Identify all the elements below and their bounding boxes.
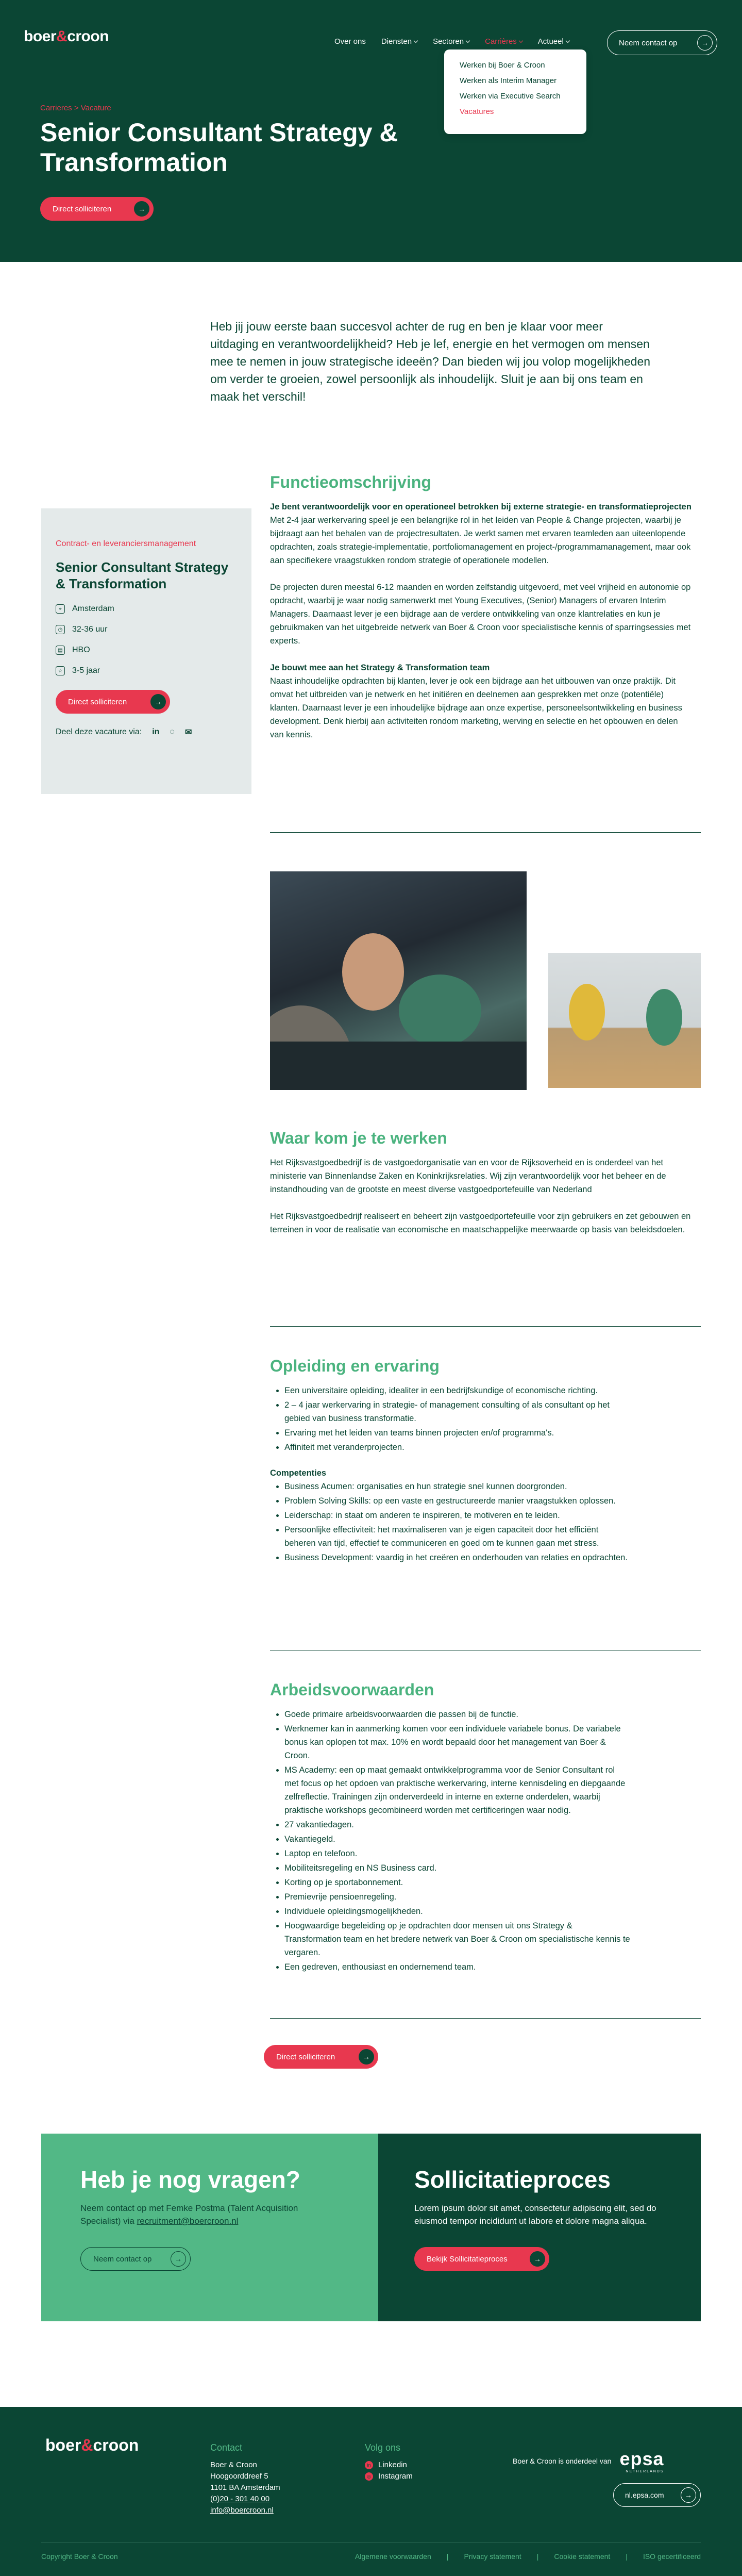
- paragraph-heading: Je bouwt mee aan het Strategy & Transformation team: [270, 663, 490, 672]
- clock-icon: ◷: [56, 625, 65, 634]
- paragraph-heading: Je bent verantwoordelijk voor en operationeel betrokken bij externe strategie- en transformatieprojecten: [270, 502, 692, 511]
- section-title: Functieomschrijving: [270, 473, 431, 491]
- contact-button-label: Neem contact op: [93, 2254, 152, 2264]
- photo-table: [270, 1042, 527, 1090]
- location-pin-icon: ⌖: [56, 604, 65, 614]
- paragraph: Het Rijksvastgoedbedrijf is de vastgoedorganisatie van en voor de Rijksoverheid en is onderdeel van het ministerie van Binnenlandse Zaken en Koninkrijksrelaties. Wij zijn verantwoordelijk voor het beheer en de instandhouding van de grootste en meest diverse vastgoedportefeuille van Nederland: [270, 1158, 666, 1194]
- linkedin-icon[interactable]: in: [152, 728, 160, 736]
- divider: [270, 832, 701, 833]
- photo-figure: [399, 975, 481, 1047]
- section-werken: [270, 1131, 693, 1250]
- social-label: Instagram: [378, 2472, 413, 2481]
- footer-phone-link[interactable]: (0)20 - 301 40 00: [210, 2495, 270, 2503]
- list-item: Een gedreven, enthousiast en ondernemend team.: [270, 1960, 631, 1974]
- list-item: Hoogwaardige begeleiding op je opdrachten door mensen uit ons Strategy & Transformation team en het bredere netwerk van Boer & Croon om specialistische kennis te vergaren.: [270, 1919, 631, 1959]
- vacancy-category: Contract- en leveranciersmanagement: [56, 539, 196, 548]
- footer-link-cookies[interactable]: Cookie statement: [554, 2552, 611, 2561]
- logo-text: boer: [45, 2436, 81, 2454]
- intro-text: Heb jij jouw eerste baan succesvol achter de rug en ben je klaar voor meer uitdaging en verantwoordelijkheid? Heb je lef, energie en het vermogen om mensen mee te nemen in jouw strategische ideeën? Dan bieden wij jou volop mogelijkheden om verder te groeien, zowel persoonlijk als inhoudelijk. Sluit je aan bij ons team en maak het verschil!: [210, 320, 651, 403]
- team-photo: [270, 871, 527, 1090]
- footer-company: Boer & Croon: [210, 2461, 257, 2469]
- apply-button[interactable]: [40, 197, 154, 221]
- list-item: Vakantiegeld.: [270, 1832, 631, 1846]
- nav-label: Carrières: [485, 37, 517, 46]
- vacancy-title: Senior Consultant Strategy & Transformation: [56, 559, 229, 591]
- list-item: Affiniteit met veranderprojecten.: [270, 1441, 631, 1454]
- photo-figure: [342, 933, 404, 1011]
- vacancy-card: [41, 508, 251, 794]
- breadcrumb[interactable]: Carrieres > Vacature: [40, 104, 111, 112]
- questions-block: [41, 2134, 378, 2321]
- logo-text: croon: [93, 2436, 139, 2454]
- footer-contact: [210, 2442, 280, 2516]
- list-item: Premievrije pensioenregeling.: [270, 1890, 631, 1904]
- list-item: Laptop en telefoon.: [270, 1847, 631, 1860]
- arrow-right-icon: →: [681, 2487, 696, 2503]
- chevron-down-icon: [466, 39, 470, 43]
- section-title: Opleiding en ervaring: [270, 1357, 440, 1375]
- logo-text: croon: [67, 28, 109, 45]
- nav-item-actueel[interactable]: [530, 37, 577, 46]
- list-item: Goede primaire arbeidsvoorwaarden die passen bij de functie.: [270, 1708, 631, 1721]
- epsa-link-button[interactable]: [613, 2483, 701, 2507]
- epsa-logo[interactable]: [619, 2448, 664, 2473]
- list-item: Business Development: vaardig in het creëren en onderhouden van relaties en opdrachten.: [270, 1551, 631, 1564]
- partner-info: [513, 2448, 664, 2473]
- detail-hours: [56, 625, 237, 634]
- list-item: Mobiliteitsregeling en NS Business card.: [270, 1861, 631, 1875]
- office-photo: [548, 953, 701, 1088]
- list-item: 2 – 4 jaar werkervaring in strategie- of management consulting of als consultant op het gebied van business transformatie.: [270, 1398, 631, 1425]
- questions-text: [80, 2202, 339, 2227]
- dropdown-item-interim[interactable]: Werken als Interim Manager: [460, 76, 557, 85]
- application-process-text: Lorem ipsum dolor sit amet, consectetur adipiscing elit, sed do eiusmod tempor incididunt ut labore et dolore magna aliqua.: [414, 2203, 656, 2226]
- section-title: Arbeidsvoorwaarden: [270, 1680, 434, 1699]
- contact-button[interactable]: [80, 2247, 191, 2271]
- paragraph-text: Met 2-4 jaar werkervaring speel je een belangrijke rol in het leiden van People & Change projecten, waarbij je bijdraagt aan het behalen van de projectresultaten. Je werkt samen met ervaren teamleden aan uiteenlopende opdrachten, zoals strategie-implementatie, portfoliomanagement en project-/programmamanagement, maar ook aan specifiekere vraagstukken rondom strategie of operationele modellen.: [270, 516, 691, 565]
- questions-title: Heb je nog vragen?: [80, 2166, 300, 2193]
- paragraph: De projecten duren meestal 6-12 maanden en worden zelfstandig uitgevoerd, met veel vrijheid en autonomie op opdracht, waarbij je waar nodig samenwerkt met Young Executives, (Senior) Managers of ervaren Interim Managers. Daarnaast lever je een bijdrage aan de verdere ontwikkeling van onze klantrelaties en kun je gebruikmaken van het uitgebreide netwerk van Boer & Croon voor specialistische kennis of sparringsessies met experts.: [270, 583, 691, 646]
- detail-label: Amsterdam: [72, 604, 114, 613]
- logo-ampersand: &: [56, 28, 68, 45]
- detail-label: 32-36 uur: [72, 625, 108, 634]
- nav-label: Sectoren: [433, 37, 464, 46]
- social-label: Linkedin: [378, 2461, 407, 2469]
- chevron-down-icon: [519, 39, 523, 43]
- competencies-title: Competenties: [270, 1468, 327, 1478]
- nav-item-carrieres[interactable]: [477, 37, 530, 46]
- footer-logo[interactable]: [45, 2436, 139, 2455]
- footer-city: 1101 BA Amsterdam: [210, 2483, 280, 2492]
- apply-button-label: Direct solliciteren: [276, 2052, 335, 2061]
- recruitment-email-link[interactable]: recruitment@boercroon.nl: [137, 2216, 239, 2226]
- apply-button[interactable]: [264, 2045, 378, 2069]
- footer-bottom: [41, 2552, 701, 2561]
- logo[interactable]: [24, 28, 109, 45]
- list-item: 27 vakantiedagen.: [270, 1818, 631, 1831]
- whatsapp-icon[interactable]: ◌: [170, 728, 175, 736]
- footer-separator: |: [626, 2552, 628, 2561]
- paragraph: Het Rijksvastgoedbedrijf realiseert en beheert zijn vastgoedportefeuille voor zijn gebruikers en zet gebouwen en terreinen in voor de realisatie van economische en maatschappelijke meerwaarde op basis van beleidsdoelen.: [270, 1212, 691, 1234]
- linkedin-icon: in: [365, 2461, 373, 2469]
- nav-item-diensten[interactable]: [374, 37, 425, 46]
- copyright: Copyright Boer & Croon: [41, 2552, 118, 2561]
- hero-section: [0, 0, 742, 262]
- dropdown-item-werken-bij[interactable]: Werken bij Boer & Croon: [460, 61, 545, 70]
- instagram-icon: ◎: [365, 2472, 373, 2481]
- benefits-list: [270, 1708, 631, 1974]
- footer-separator: |: [446, 2552, 449, 2561]
- chevron-down-icon: [566, 39, 570, 43]
- list-item: Ervaring met het leiden van teams binnen projecten en/of programma's.: [270, 1426, 631, 1440]
- nav-label: Diensten: [381, 37, 412, 46]
- epsa-link-label: nl.epsa.com: [625, 2491, 664, 2499]
- list-item: Werknemer kan in aanmerking komen voor een individuele variabele bonus. De variabele bonus kan oplopen tot max. 10% en wordt bepaald door het management van Boer & Croon.: [270, 1722, 631, 1762]
- requirements-list: [270, 1384, 631, 1454]
- list-item: MS Academy: een op maat gemaakt ontwikkelprogramma voor de Senior Consultant rol met focus op het opdoen van praktische werkervaring, interne kennisdeling en diepgaande zelfreflectie. Trainingen zijn onderverdeeld in interne en externe onderdelen, waarbij praktische workshops gecombineerd worden met certificeringen waar nodig.: [270, 1763, 631, 1817]
- detail-label: 3-5 jaar: [72, 666, 100, 675]
- apply-button-label: Direct solliciteren: [53, 204, 112, 213]
- arrow-right-icon: →: [134, 201, 149, 217]
- photo-figure: [569, 984, 605, 1041]
- nav-label: Actueel: [537, 37, 564, 46]
- main-nav: [327, 37, 577, 46]
- list-item: Persoonlijke effectiviteit: het maximaliseren van je eigen capaciteit door het efficiënt beheren van tijd, effectief te communiceren en goed om te kunnen gaan met stress.: [270, 1523, 631, 1550]
- section-functie: [270, 475, 693, 755]
- social-link-instagram[interactable]: [365, 2471, 413, 2482]
- footer-email-link[interactable]: info@boercroon.nl: [210, 2506, 274, 2515]
- list-item: Individuele opleidingsmogelijkheden.: [270, 1905, 631, 1918]
- logo-ampersand: &: [81, 2436, 93, 2454]
- footer-street: Hoogoorddreef 5: [210, 2472, 268, 2481]
- section-title: Waar kom je te werken: [270, 1129, 447, 1147]
- competencies-list: [270, 1480, 631, 1564]
- epsa-logo-text: epsa: [619, 2448, 664, 2469]
- nav-item-sectoren[interactable]: [425, 37, 477, 46]
- list-item: Korting op je sportabonnement.: [270, 1876, 631, 1889]
- apply-button-label: Direct solliciteren: [68, 697, 127, 706]
- mail-icon[interactable]: ✉: [184, 728, 192, 737]
- divider: [270, 2018, 701, 2019]
- epsa-logo-sub: NETHERLANDS: [626, 2470, 664, 2473]
- paragraph-text: Naast inhoudelijke opdrachten bij klanten, lever je ook een bijdrage aan het uitbouwen van onze praktijk. Dit omvat het uitbreiden van je netwerk en het initiëren en deelnemen aan gesprekken met onze (potentiële) klanten. Daarnaast lever je een inhoudelijke bijdrage aan onze expertise, personeelsontwikkeling en business development. Denk hierbij aan activiteiten rondom marketing, werving en selectie en het opbouwen en delen van kennis.: [270, 676, 682, 739]
- detail-education: [56, 646, 237, 655]
- dropdown-item-executive-search[interactable]: Werken via Executive Search: [460, 92, 561, 101]
- page-title: Senior Consultant Strategy & Transformation: [40, 118, 398, 177]
- list-item: Een universitaire opleiding, idealiter in een bedrijfskundige of economische richting.: [270, 1384, 631, 1397]
- footer-social: [365, 2442, 413, 2482]
- detail-experience: [56, 666, 237, 675]
- section-opleiding: [270, 1359, 693, 1577]
- section-arbeidsvoorwaarden: [270, 1680, 693, 1986]
- apply-button[interactable]: [56, 690, 170, 714]
- footer: [0, 2407, 742, 2576]
- nav-item-over-ons[interactable]: [327, 37, 374, 46]
- social-link-linkedin[interactable]: [365, 2459, 413, 2471]
- education-icon: ▤: [56, 646, 65, 655]
- partner-text: Boer & Croon is onderdeel van: [513, 2456, 612, 2465]
- application-process-title: Sollicitatieproces: [414, 2166, 611, 2193]
- footer-heading: Contact: [210, 2442, 243, 2453]
- main-content: [0, 262, 742, 2082]
- contact-button-label: Neem contact op: [619, 38, 678, 47]
- photo-figure: [646, 989, 682, 1046]
- contact-button[interactable]: [607, 30, 717, 55]
- footer-link-terms[interactable]: Algemene voorwaarden: [355, 2552, 431, 2561]
- footer-link-privacy[interactable]: Privacy statement: [464, 2552, 521, 2561]
- nav-label: Over ons: [334, 37, 366, 46]
- arrow-right-icon: →: [530, 2251, 545, 2267]
- dropdown-item-vacatures[interactable]: Vacatures: [460, 107, 494, 116]
- detail-location: [56, 604, 237, 614]
- paragraph: [270, 661, 693, 741]
- share-row: [56, 727, 237, 737]
- star-icon: ☆: [56, 666, 65, 675]
- footer-link-iso[interactable]: ISO gecertificeerd: [643, 2552, 701, 2561]
- carrieres-dropdown: [444, 49, 586, 134]
- footer-heading: Volg ons: [365, 2442, 401, 2453]
- questions-text-body: Neem contact op met Femke Postma (Talent Acquisition Specialist) via: [80, 2203, 298, 2226]
- application-process-block: [378, 2134, 701, 2321]
- logo-text: boer: [24, 28, 57, 45]
- chevron-down-icon: [414, 39, 418, 43]
- view-process-button-label: Bekijk Sollicitatieproces: [427, 2254, 508, 2264]
- footer-separator: |: [536, 2552, 539, 2561]
- arrow-right-icon: →: [359, 2049, 374, 2065]
- divider: [270, 1326, 701, 1327]
- share-label: Deel deze vacature via:: [56, 728, 142, 736]
- list-item: Problem Solving Skills: op een vaste en gestructureerde manier vraagstukken oplossen.: [270, 1494, 631, 1508]
- view-process-button[interactable]: [414, 2247, 549, 2271]
- detail-label: HBO: [72, 646, 90, 654]
- list-item: Leiderschap: in staat om anderen te inspireren, te motiveren en te leiden.: [270, 1509, 631, 1522]
- arrow-right-icon: →: [150, 694, 166, 709]
- arrow-right-icon: →: [697, 35, 713, 51]
- arrow-right-icon: →: [171, 2251, 186, 2267]
- list-item: Business Acumen: organisaties en hun strategie snel kunnen doorgronden.: [270, 1480, 631, 1493]
- paragraph: [270, 500, 693, 567]
